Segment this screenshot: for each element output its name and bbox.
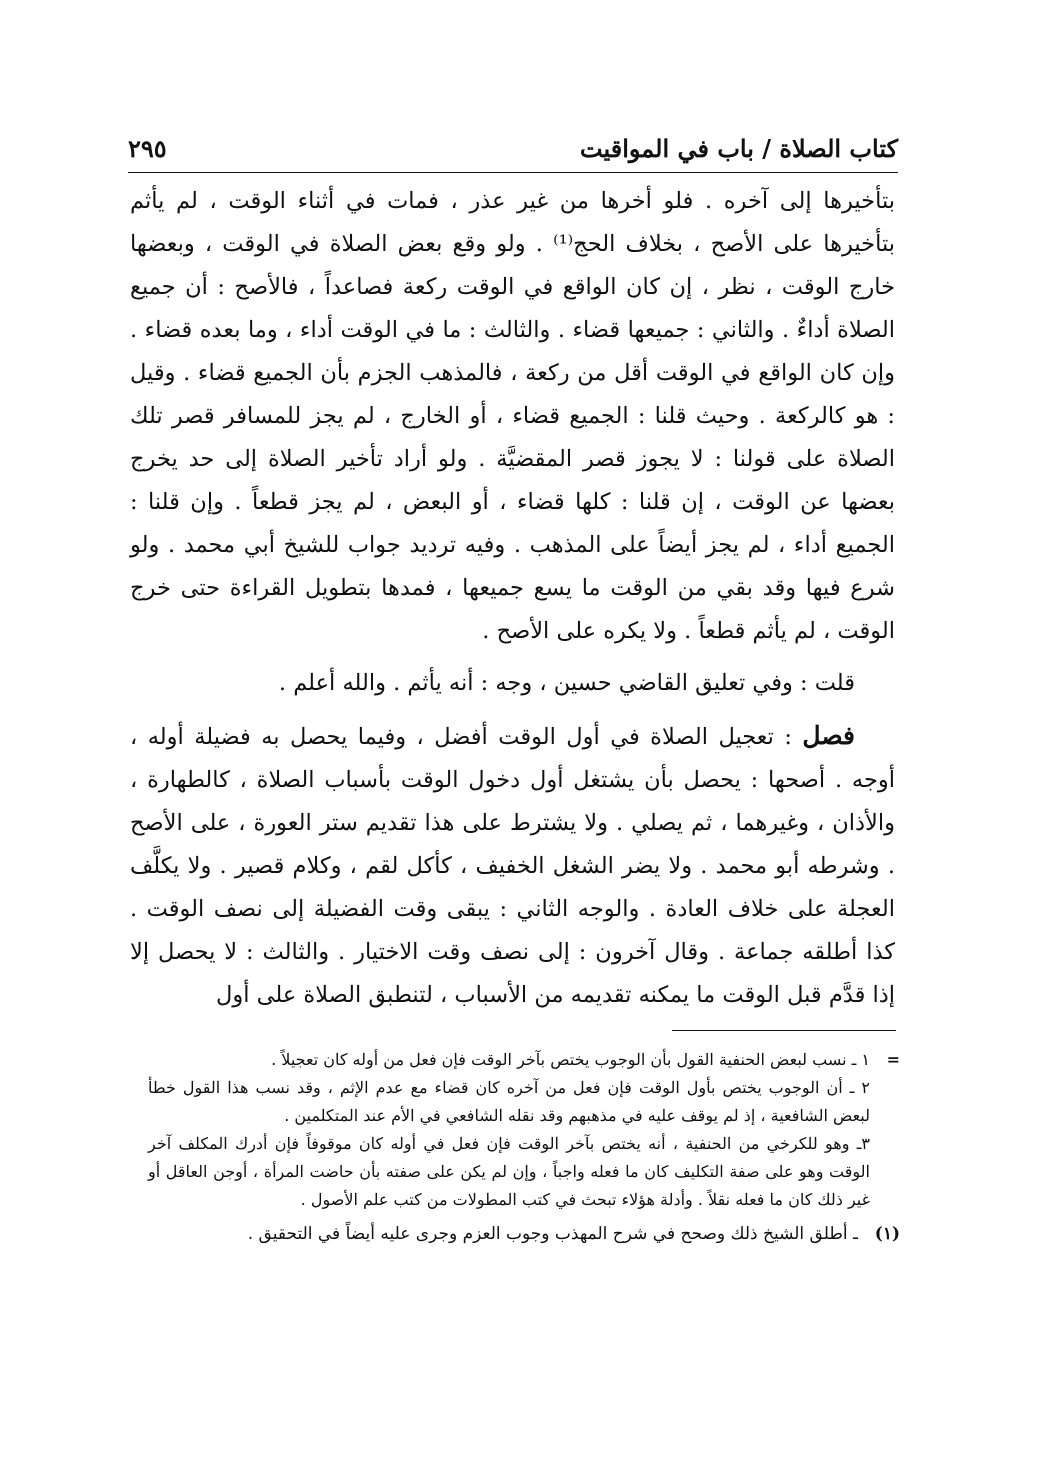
footnote-text: ٣ـ وهو للكرخي من الحنفية ، أنه يختص بآخر الوقت فإن فعل في أوله كان موقوفاً فإن أدرك المكلف آخر الوقت وهو على صفة التكليف كان ما فعله واجباً ، وإن لم يكن على صفته بأن حاضت المرأة ، أوجن العاقل أو غير ذلك كان ما فعله نقلاً . وأدلة هؤلاء تبحث في كتب المطولات من كتب علم الأصول .: [148, 1134, 871, 1209]
page-header: [128, 128, 898, 168]
page-number: ٢٩٥: [128, 133, 167, 163]
footnote: [148, 1046, 900, 1074]
footnote-marker: =: [886, 1050, 900, 1069]
footnote-divider: [672, 1030, 896, 1031]
paragraph: قلت : وفي تعليق القاضي حسين ، وجه : أنه يأثم . والله أعلم .: [278, 670, 855, 696]
main-text: [130, 180, 895, 1017]
section-heading: فصل: [802, 721, 855, 750]
footnotes: [148, 1046, 900, 1248]
footnote-text: ٢ ـ أن الوجوب يختص بأول الوقت فإن فعل من آخره كان قضاء مع عدم الإثم ، وقد نسب هذا القول خطأ لبعض الشافعية ، إذ لم يوقف عليه في مذهبهم وقد نقله الشافعي في الأم عند المتكلمين .: [148, 1078, 870, 1125]
header-divider: [128, 172, 898, 173]
paragraph-text: : تعجيل الصلاة في أول الوقت أفضل ، وفيما يحصل به فضيلة أوله ، أوجه . أصحها : يحصل بأن يشتغل أول دخول الوقت بأسباب الصلاة ، كالطهارة ، والأذان ، وغيرهما ، ثم يصلي . ولا يشترط على هذا تقديم ستر العورة ، على الأصح . وشرطه أبو محمد . ولا يضر الشغل الخفيف ، كأكل لقم ، وكلام قصير . ولا يكلَّف العجلة على خلاف العادة . والوجه الثاني : يبقى وقت الفضيلة إلى نصف الوقت . كذا أطلقه جماعة . وقال آخرون : إلى نصف وقت الاختيار . والثالث : لا يحصل إلا إذا قدَّم قبل الوقت ما يمكنه تقديمه من الأسباب ، لتنطبق الصلاة على أول: [130, 724, 895, 1008]
running-title: كتاب الصلاة / باب في المواقيت: [579, 133, 898, 163]
footnote: [148, 1130, 900, 1214]
footnote-marker: (١): [874, 1224, 900, 1244]
footnote-text: ١ ـ نسب لبعض الحنفية القول بأن الوجوب يختص بآخر الوقت فإن فعل من أوله كان تعجيلاً .: [271, 1050, 870, 1069]
fasl-paragraph: [130, 714, 895, 1017]
footnote: [148, 1074, 900, 1130]
paragraph: بتأخيرها إلى آخره . فلو أخرها من غير عذر ، فمات في أثناء الوقت ، لم يأثم بتأخيرها على الأصح ، بخلاف الحج⁽¹⁾ . ولو وقع بعض الصلاة في الوقت ، وبعضها خارج الوقت ، نظر ، إن كان الواقع في الوقت ركعة فصاعداً ، فالأصح : أن جميع الصلاة أداءٌ . والثاني : جميعها قضاء . والثالث : ما في الوقت أداء ، وما بعده قضاء . وإن كان الواقع في الوقت أقل من ركعة ، فالمذهب الجزم بأن الجميع قضاء . وقيل : هو كالركعة . وحيث قلنا : الجميع قضاء ، أو الخارج ، لم يجز للمسافر قصر تلك الصلاة على قولنا : لا يجوز قصر المقضيَّة . ولو أراد تأخير الصلاة إلى حد يخرج بعضها عن الوقت ، إن قلنا : كلها قضاء ، أو البعض ، لم يجز قطعاً . وإن قلنا : الجميع أداء ، لم يجز أيضاً على المذهب . وفيه ترديد جواب للشيخ أبي محمد . ولو شرع فيها وقد بقي من الوقت ما يسع جميعها ، فمدها بتطويل القراءة حتى خرج الوقت ، لم يأثم قطعاً . ولا يكره على الأصح .: [130, 188, 895, 644]
footnote-text: ـ أطلق الشيخ ذلك وصحح في شرح المهذب وجوب العزم وجرى عليه أيضاً في التحقيق .: [247, 1224, 858, 1244]
footnote: [148, 1220, 900, 1248]
